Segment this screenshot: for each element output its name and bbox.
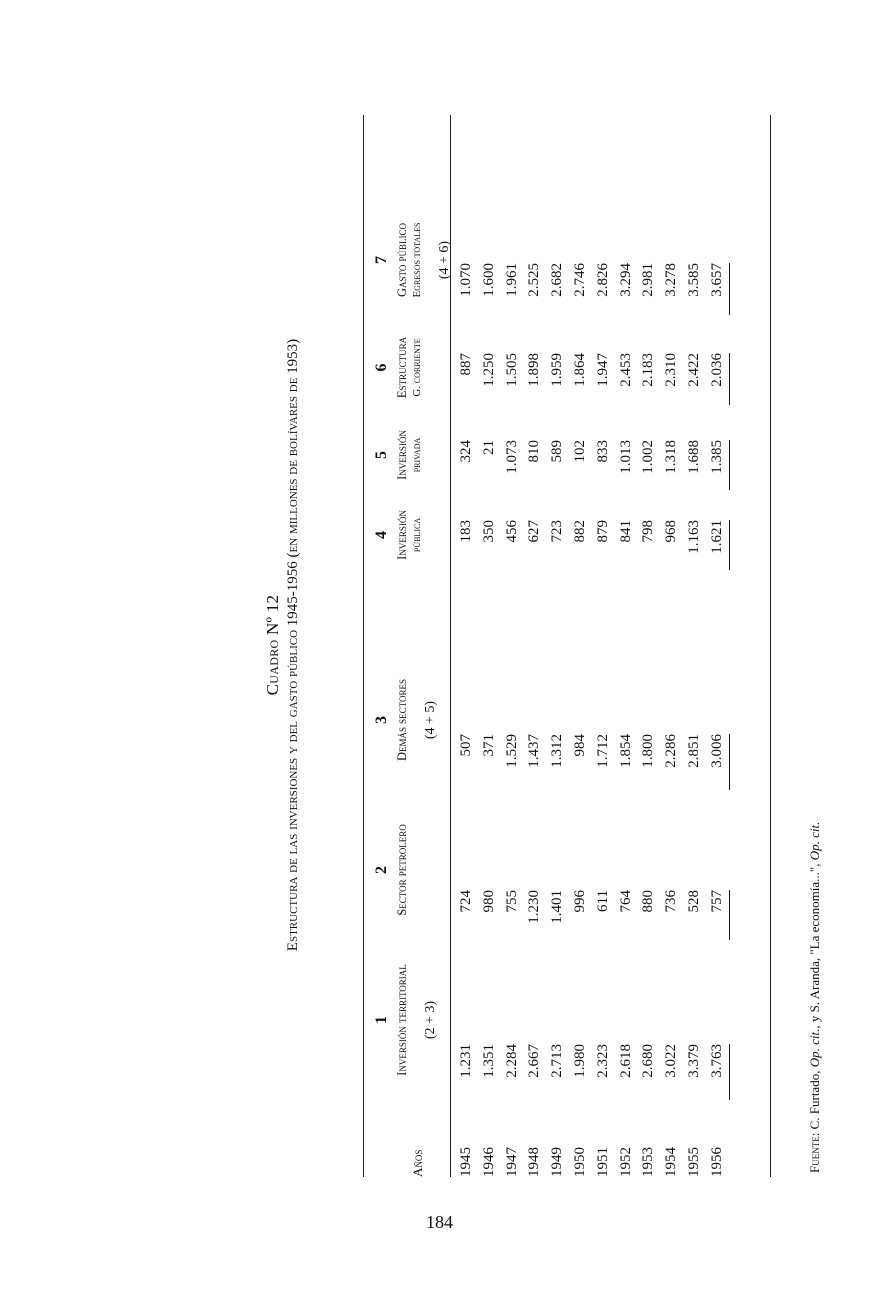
cell-c7: 3.585	[685, 263, 702, 297]
cell-c1: 2.323	[594, 1044, 611, 1078]
cell-c2: 980	[480, 890, 497, 913]
source-opcit-1: Op. cit.	[807, 1028, 822, 1068]
cell-c3: 2.286	[663, 734, 680, 768]
page-number: 184	[426, 1212, 453, 1232]
bottom-rule	[770, 115, 771, 1177]
cell-year: 1946	[480, 1147, 497, 1177]
cell-c6: 1.505	[503, 353, 520, 387]
cell-c7: 2.746	[571, 263, 588, 297]
cell-c7: 3.294	[617, 263, 634, 297]
top-rule	[363, 115, 364, 1177]
header-c5-label2: privada	[411, 437, 423, 473]
cell-c4: 627	[526, 520, 543, 543]
cell-c3: 1.437	[526, 734, 543, 768]
cell-c1: 1.351	[480, 1044, 497, 1078]
cell-c7: 1.600	[480, 263, 497, 297]
cell-c3: 371	[480, 734, 497, 757]
header-c1-label: Inversión territorial	[395, 964, 409, 1076]
cell-c5: 102	[571, 440, 588, 463]
cell-c2: 724	[458, 890, 474, 913]
cell-c5: 810	[526, 440, 543, 463]
cell-year: 1949	[549, 1147, 566, 1177]
header-c4-number: 4	[373, 531, 390, 539]
cell-c6: 1.864	[571, 353, 588, 387]
cell-c5: 1.318	[663, 440, 680, 474]
cell-c6: 1.947	[594, 353, 611, 387]
cell-c7: 3.278	[663, 263, 680, 297]
header-c6-label: Estructura	[395, 336, 409, 399]
cell-c1: 3.763	[706, 1044, 730, 1100]
cell-c1: 3.379	[685, 1044, 702, 1078]
cell-c5: 1.385	[706, 440, 730, 490]
header-c5-label: Inversión	[395, 430, 409, 480]
header-rule	[450, 115, 451, 1177]
cell-c4: 183	[458, 520, 474, 543]
table-subtitle: Estructura de las inversiones y del gasto público 1945-1956 (en millones de bolívares de 1953)	[285, 338, 301, 952]
cell-year: 1955	[685, 1147, 702, 1177]
table-caption: Cuadro Nº 12	[263, 594, 282, 696]
cell-c4: 798	[640, 520, 657, 543]
header-c7-number: 7	[373, 256, 390, 264]
cell-c3: 1.712	[594, 734, 611, 768]
cell-c5: 1.013	[617, 440, 634, 474]
cell-c7: 1.070	[458, 263, 474, 297]
header-c7-formula: (4 + 6)	[437, 240, 452, 280]
cell-c3: 3.006	[706, 734, 730, 790]
cell-year: 1952	[617, 1147, 634, 1177]
column-inversion-privada	[455, 440, 730, 490]
cell-c3: 1.800	[640, 734, 657, 768]
cell-c5: 1.002	[640, 440, 657, 474]
source-opcit-2: Op. cit.	[807, 821, 822, 861]
cell-c2: 1.230	[526, 890, 543, 924]
header-c4-label: Inversión	[395, 510, 409, 560]
column-gasto-publico	[455, 263, 730, 315]
cell-c1: 2.618	[617, 1044, 634, 1078]
header-c5-number: 5	[373, 451, 390, 459]
cell-c3: 984	[571, 734, 588, 757]
cell-c4: 968	[663, 520, 680, 543]
cell-year: 1948	[526, 1147, 543, 1177]
cell-c1: 2.667	[526, 1044, 543, 1078]
cell-c4: 841	[617, 520, 634, 543]
cell-c1: 2.713	[549, 1044, 566, 1078]
source-text-a: C. Furtado,	[807, 1067, 822, 1133]
cell-c5: 1.688	[685, 440, 702, 474]
cell-c7: 2.525	[526, 263, 543, 297]
cell-c3: 2.851	[685, 734, 702, 768]
header-c3-label: Demás sectores	[395, 679, 409, 762]
cell-c3: 1.854	[617, 734, 634, 768]
header-years: Años	[410, 1149, 425, 1177]
cell-c6: 887	[458, 353, 474, 376]
cell-c2: 611	[594, 890, 611, 912]
cell-c4: 350	[480, 520, 497, 543]
header-c1-formula: (2 + 3)	[423, 1000, 438, 1040]
header-c6-label2: G. corriente	[411, 338, 423, 397]
cell-c6: 2.310	[663, 353, 680, 387]
column-sector-petrolero	[455, 890, 730, 940]
cell-c2: 764	[617, 890, 634, 913]
cell-c3: 1.529	[503, 734, 520, 768]
cell-c1: 1.231	[458, 1044, 474, 1078]
cell-c7: 1.961	[503, 263, 520, 297]
years-column	[455, 1137, 729, 1177]
cell-c1: 3.022	[663, 1044, 680, 1078]
cell-c2: 880	[640, 890, 657, 913]
cell-c4: 1.621	[706, 520, 730, 570]
cell-c6: 1.959	[549, 353, 566, 387]
header-c3-formula: (4 + 5)	[423, 700, 438, 740]
cell-c2: 996	[571, 890, 588, 913]
cell-c5: 324	[458, 440, 474, 463]
cell-year: 1950	[571, 1147, 588, 1177]
header-c6-number: 6	[373, 363, 390, 372]
header-c4-label2: pública	[411, 517, 423, 553]
cell-c5: 833	[594, 440, 611, 463]
cell-c2: 1.401	[549, 890, 566, 924]
cell-c4: 879	[594, 520, 611, 543]
column-inversion-territorial	[455, 1044, 730, 1100]
cell-year: 1947	[503, 1147, 520, 1177]
column-inversion-publica	[455, 520, 730, 570]
cell-c5: 589	[549, 440, 566, 463]
cell-c2: 736	[663, 890, 680, 913]
column-estructura-g-corriente	[455, 353, 730, 405]
cell-c2: 528	[685, 890, 702, 913]
cell-c7: 2.981	[640, 263, 657, 297]
cell-c1: 1.980	[571, 1044, 588, 1078]
cell-c4: 723	[549, 520, 566, 543]
header-c3-number: 3	[373, 716, 390, 724]
cell-c6: 2.422	[685, 353, 702, 387]
cell-c3: 1.312	[549, 734, 566, 768]
cell-c5: 21	[480, 440, 497, 455]
header-c2-label: Sector petrolero	[395, 824, 409, 916]
cell-c6: 1.250	[480, 353, 497, 387]
cell-c3: 507	[458, 734, 474, 757]
cell-c2: 757	[706, 890, 730, 940]
cell-c1: 2.680	[640, 1044, 657, 1078]
source-label: Fuente:	[807, 1132, 822, 1173]
cell-c6: 1.898	[526, 353, 543, 387]
source-text-b: , y S. Aranda, "La economía...",	[807, 860, 822, 1029]
rotated-table-page	[255, 95, 822, 1195]
header-c7-label: Gasto público	[395, 223, 409, 297]
cell-c4: 882	[571, 520, 588, 543]
header-c7-label2: Egresos totales	[411, 222, 423, 298]
cell-c1: 2.284	[503, 1044, 520, 1078]
cell-year: 1953	[640, 1147, 657, 1177]
cell-c7: 2.682	[549, 263, 566, 297]
cell-year: 1954	[663, 1147, 680, 1177]
cell-c7: 3.657	[706, 263, 730, 315]
cell-year: 1951	[594, 1147, 611, 1177]
cell-c6: 2.453	[617, 353, 634, 387]
cell-c4: 456	[503, 520, 520, 543]
cell-c7: 2.826	[594, 263, 611, 297]
cell-c6: 2.036	[706, 353, 730, 405]
header-c1-number: 1	[373, 1016, 390, 1024]
cell-c6: 2.183	[640, 353, 657, 387]
source-note	[807, 822, 823, 1173]
header-c2-number: 2	[373, 866, 390, 874]
cell-year: 1956	[708, 1147, 725, 1177]
cell-c5: 1.073	[503, 440, 520, 474]
column-demas-sectores	[455, 734, 730, 790]
cell-c4: 1.163	[685, 520, 702, 554]
cell-year: 1945	[458, 1147, 474, 1177]
cell-c2: 755	[503, 890, 520, 913]
